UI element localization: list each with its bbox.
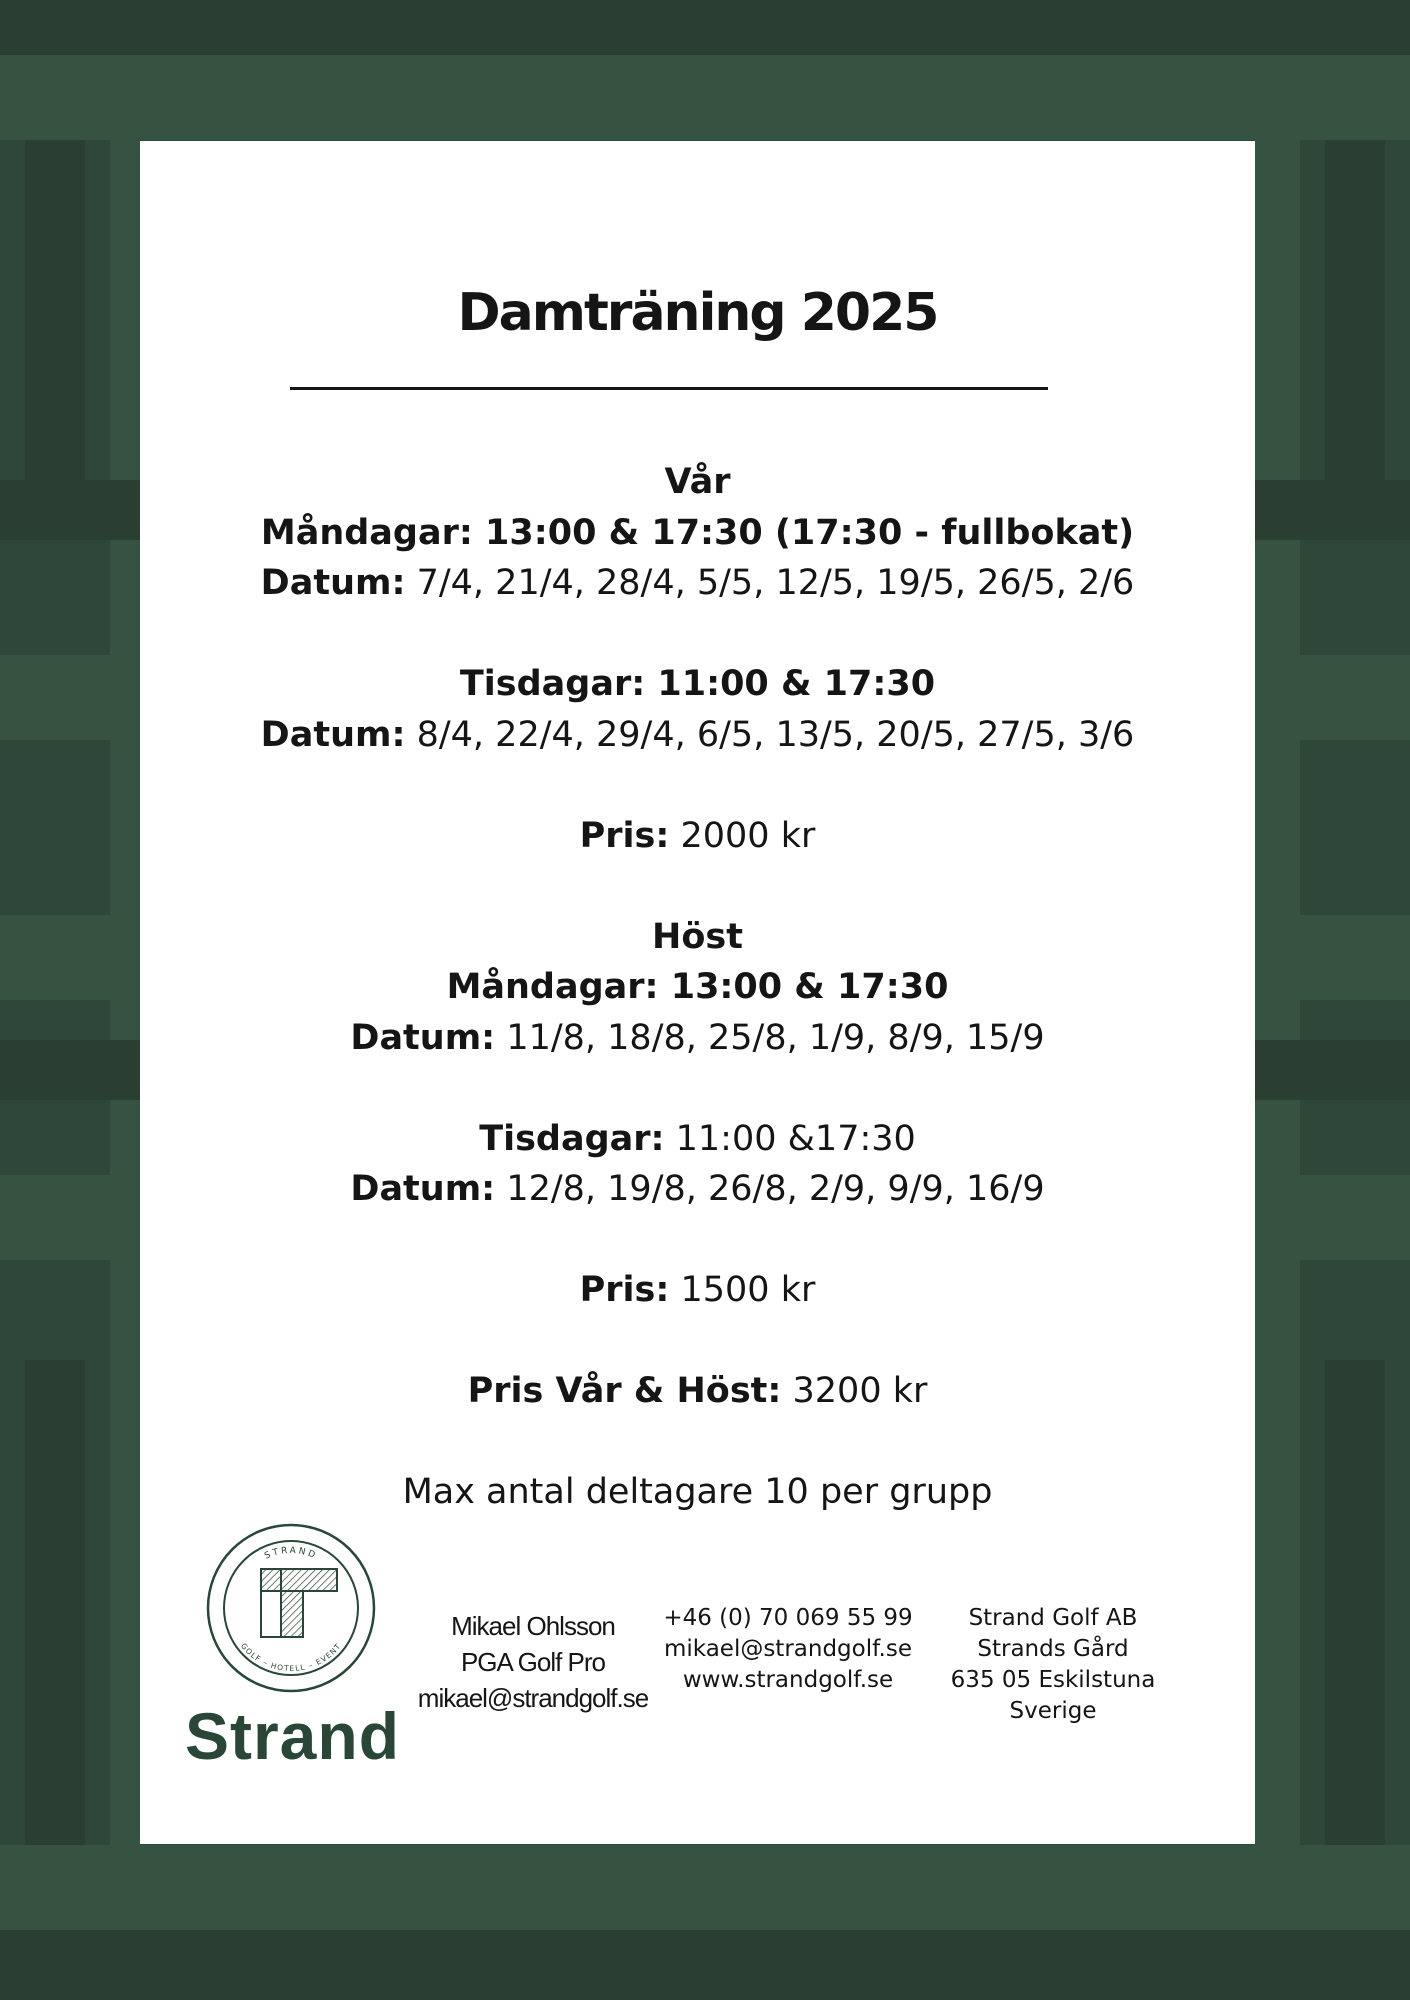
spring-tuesday-times: Tisdagar: 11:00 & 17:30 <box>459 664 936 704</box>
dates-label: Datum: <box>260 563 406 603</box>
contact-info <box>653 1603 923 1696</box>
spring-heading: Vår <box>664 462 731 502</box>
price-value: 1500 kr <box>669 1270 816 1310</box>
page-title: Damträning 2025 <box>457 283 938 343</box>
flyer-card <box>140 141 1255 1844</box>
seal-top-text: STRAND <box>263 1545 319 1562</box>
contact-role: PGA Golf Pro <box>460 1647 606 1677</box>
price-label: Pris Vår & Höst: <box>467 1371 782 1411</box>
seal-bottom-text: GOLF – HOTELL – EVENT <box>238 1641 344 1674</box>
autumn-tuesday-dates <box>140 1164 1255 1215</box>
spring-monday-dates <box>140 558 1255 609</box>
website-link[interactable]: www.strandgolf.se <box>682 1667 894 1693</box>
svg-text:STRAND <box>263 1546 319 1562</box>
dates-label: Datum: <box>350 1017 496 1058</box>
dates-value: 12/8, 19/8, 26/8, 2/9, 9/9, 16/9 <box>495 1169 1045 1209</box>
autumn-price <box>140 1265 1255 1316</box>
dates-value: 8/4, 22/4, 29/4, 6/5, 13/5, 20/5, 27/5, 3/6 <box>405 714 1135 755</box>
company-name: Strand Golf AB <box>968 1605 1138 1631</box>
price-value: 3200 kr <box>781 1371 928 1411</box>
tuesday-times-value: 11:00 &17:30 <box>664 1118 916 1159</box>
company-address <box>918 1603 1188 1727</box>
price-label: Pris: <box>579 815 670 856</box>
dates-label: Datum: <box>350 1169 496 1209</box>
autumn-monday-times: Måndagar: 13:00 & 17:30 <box>446 967 949 1007</box>
company-street: Strands Gård <box>977 1636 1129 1662</box>
autumn-tuesday-times <box>140 1114 1255 1165</box>
spring-price <box>140 811 1255 862</box>
contact-person <box>402 1608 664 1716</box>
price-value: 2000 kr <box>669 815 816 856</box>
max-participants: Max antal deltagare 10 per grupp <box>402 1472 993 1512</box>
price-label: Pris: <box>579 1270 670 1310</box>
contact-name: Mikael Ohlsson <box>451 1611 615 1641</box>
spring-tuesday-dates <box>140 710 1255 761</box>
tuesday-label: Tisdagar: <box>479 1118 665 1159</box>
contact-email[interactable]: mikael@strandgolf.se <box>417 1683 649 1713</box>
title-divider <box>290 387 1048 390</box>
svg-text:GOLF – HOTELL – EVENT <box>239 1641 343 1673</box>
spring-monday-times: Måndagar: 13:00 & 17:30 (17:30 - fullbokat) <box>260 512 1135 553</box>
schedule <box>140 457 1255 1518</box>
dates-label: Datum: <box>260 714 406 755</box>
strand-wordmark: Strand <box>185 1699 401 1773</box>
contact-info-email[interactable]: mikael@strandgolf.se <box>663 1636 912 1662</box>
contact-phone[interactable]: +46 (0) 70 069 55 99 <box>663 1605 913 1631</box>
strand-seal-logo <box>206 1523 376 1693</box>
combined-price <box>140 1366 1255 1417</box>
autumn-monday-dates <box>140 1013 1255 1064</box>
dates-value: 11/8, 18/8, 25/8, 1/9, 8/9, 15/9 <box>495 1017 1045 1058</box>
company-country: Sverige <box>1009 1698 1097 1724</box>
dates-value: 7/4, 21/4, 28/4, 5/5, 12/5, 19/5, 26/5, 2/6 <box>405 563 1135 603</box>
company-city: 635 05 Eskilstuna <box>950 1667 1156 1693</box>
autumn-heading: Höst <box>652 916 743 957</box>
